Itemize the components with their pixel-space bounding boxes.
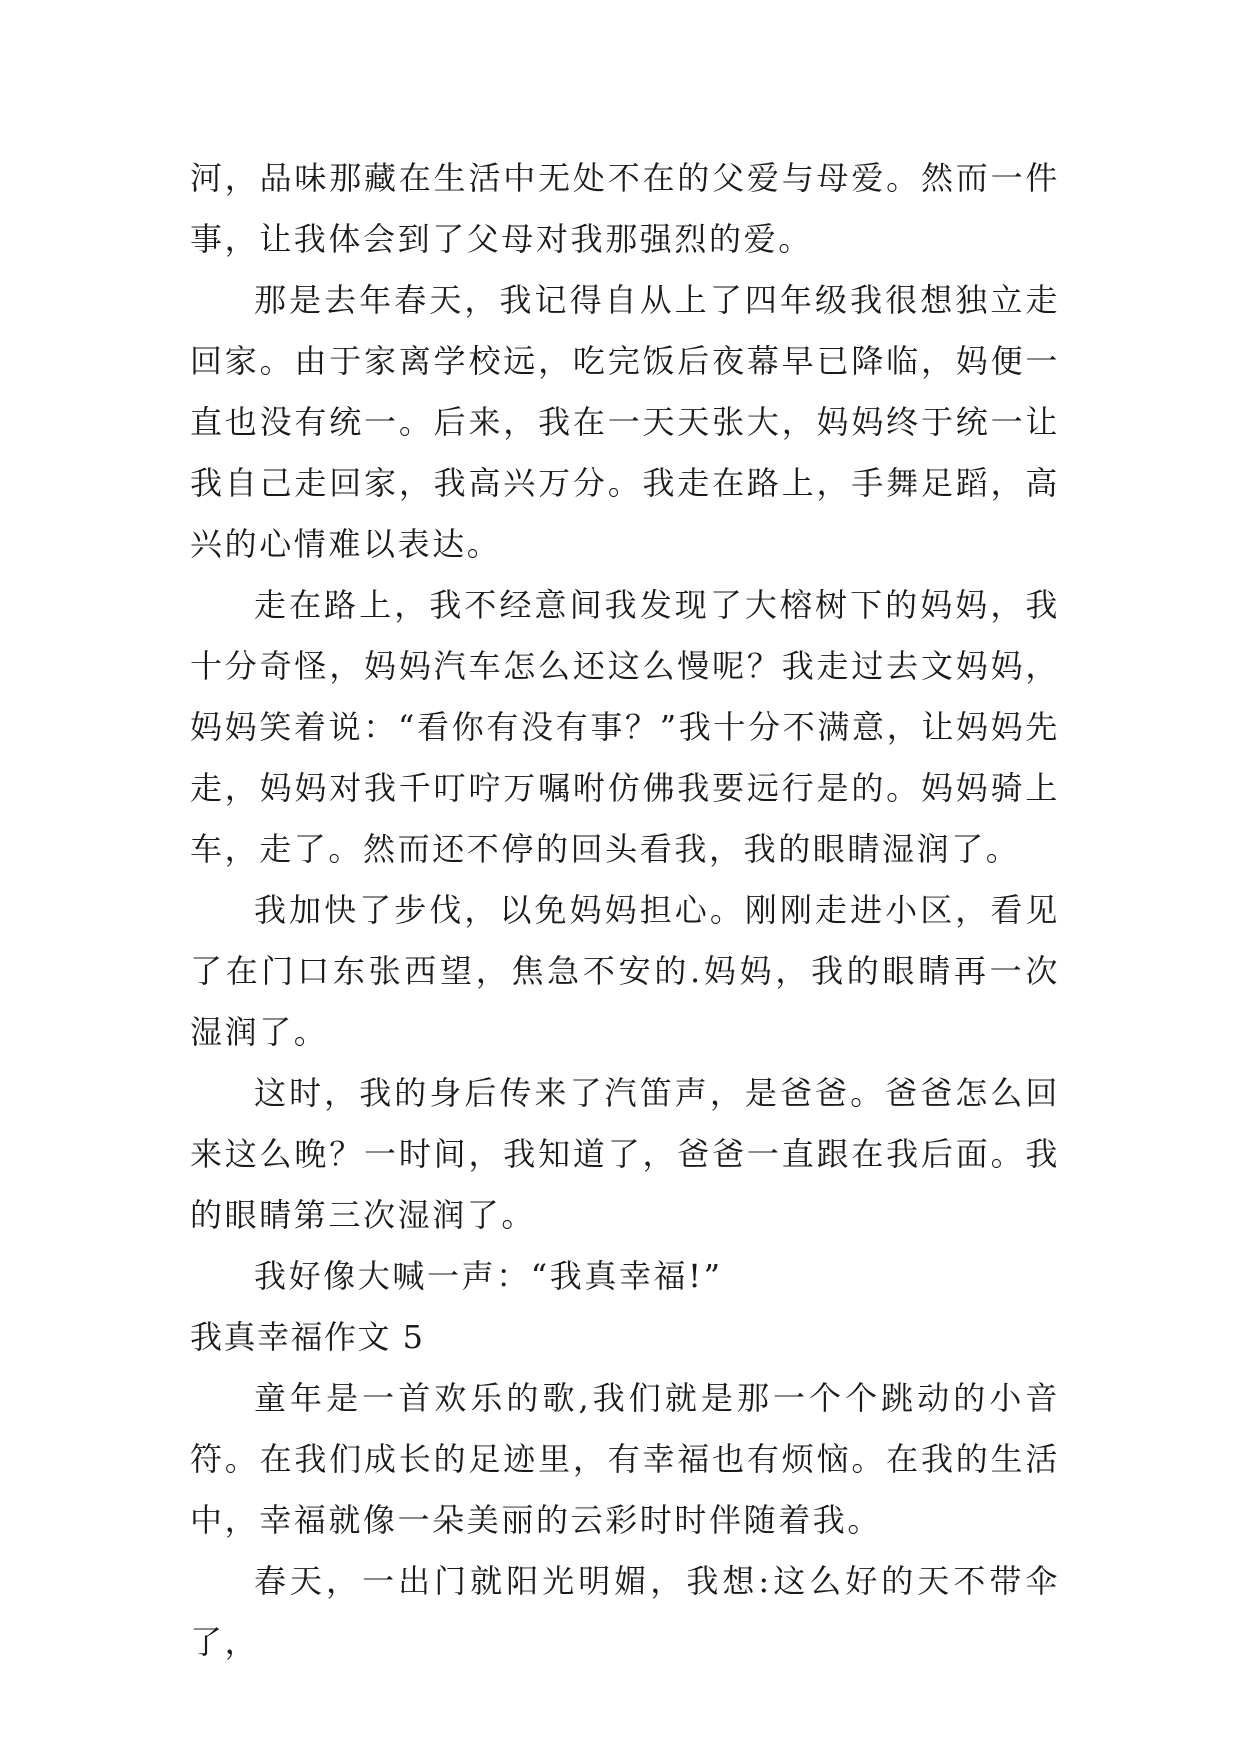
paragraph-continued: 河，品味那藏在生活中无处不在的父爱与母爱。然而一件事，让我体会到了父母对我那强烈的爱。 <box>190 159 1060 258</box>
paragraph: 我好像大喊一声：“我真幸福!” <box>254 1257 723 1295</box>
paragraph: 春天，一出门就阳光明媚，我想:这么好的天不带伞了， <box>190 1562 1060 1661</box>
paragraph: 我加快了步伐，以免妈妈担心。刚刚走进小区，看见了在门口东张西望，焦急不安的.妈妈，我的眼睛再一次湿润了。 <box>190 891 1060 1051</box>
section-title: 我真幸福作文 5 <box>190 1318 425 1356</box>
paragraph: 这时，我的身后传来了汽笛声，是爸爸。爸爸怎么回来这么晚？一时间，我知道了，爸爸一直跟在我后面。我的眼睛第三次湿润了。 <box>190 1074 1060 1234</box>
paragraph: 童年是一首欢乐的歌,我们就是那一个个跳动的小音符。在我们成长的足迹里，有幸福也有烦恼。在我的生活中，幸福就像一朵美丽的云彩时时伴随着我。 <box>190 1379 1060 1539</box>
paragraph: 走在路上，我不经意间我发现了大榕树下的妈妈，我十分奇怪，妈妈汽车怎么还这么慢呢？我走过去文妈妈，妈妈笑着说：“看你有没有事？”我十分不满意，让妈妈先走，妈妈对我千叮咛万嘱咐仿佛我要远行是的。妈妈骑上车，走了。然而还不停的回头看我，我的眼睛湿润了。 <box>190 586 1060 868</box>
document-body <box>190 148 1060 1673</box>
paragraph: 那是去年春天，我记得自从上了四年级我很想独立走回家。由于家离学校远，吃完饭后夜幕早已降临，妈便一直也没有统一。后来，我在一天天张大，妈妈终于统一让我自己走回家，我高兴万分。我走在路上，手舞足蹈，高兴的心情难以表达。 <box>190 281 1060 563</box>
